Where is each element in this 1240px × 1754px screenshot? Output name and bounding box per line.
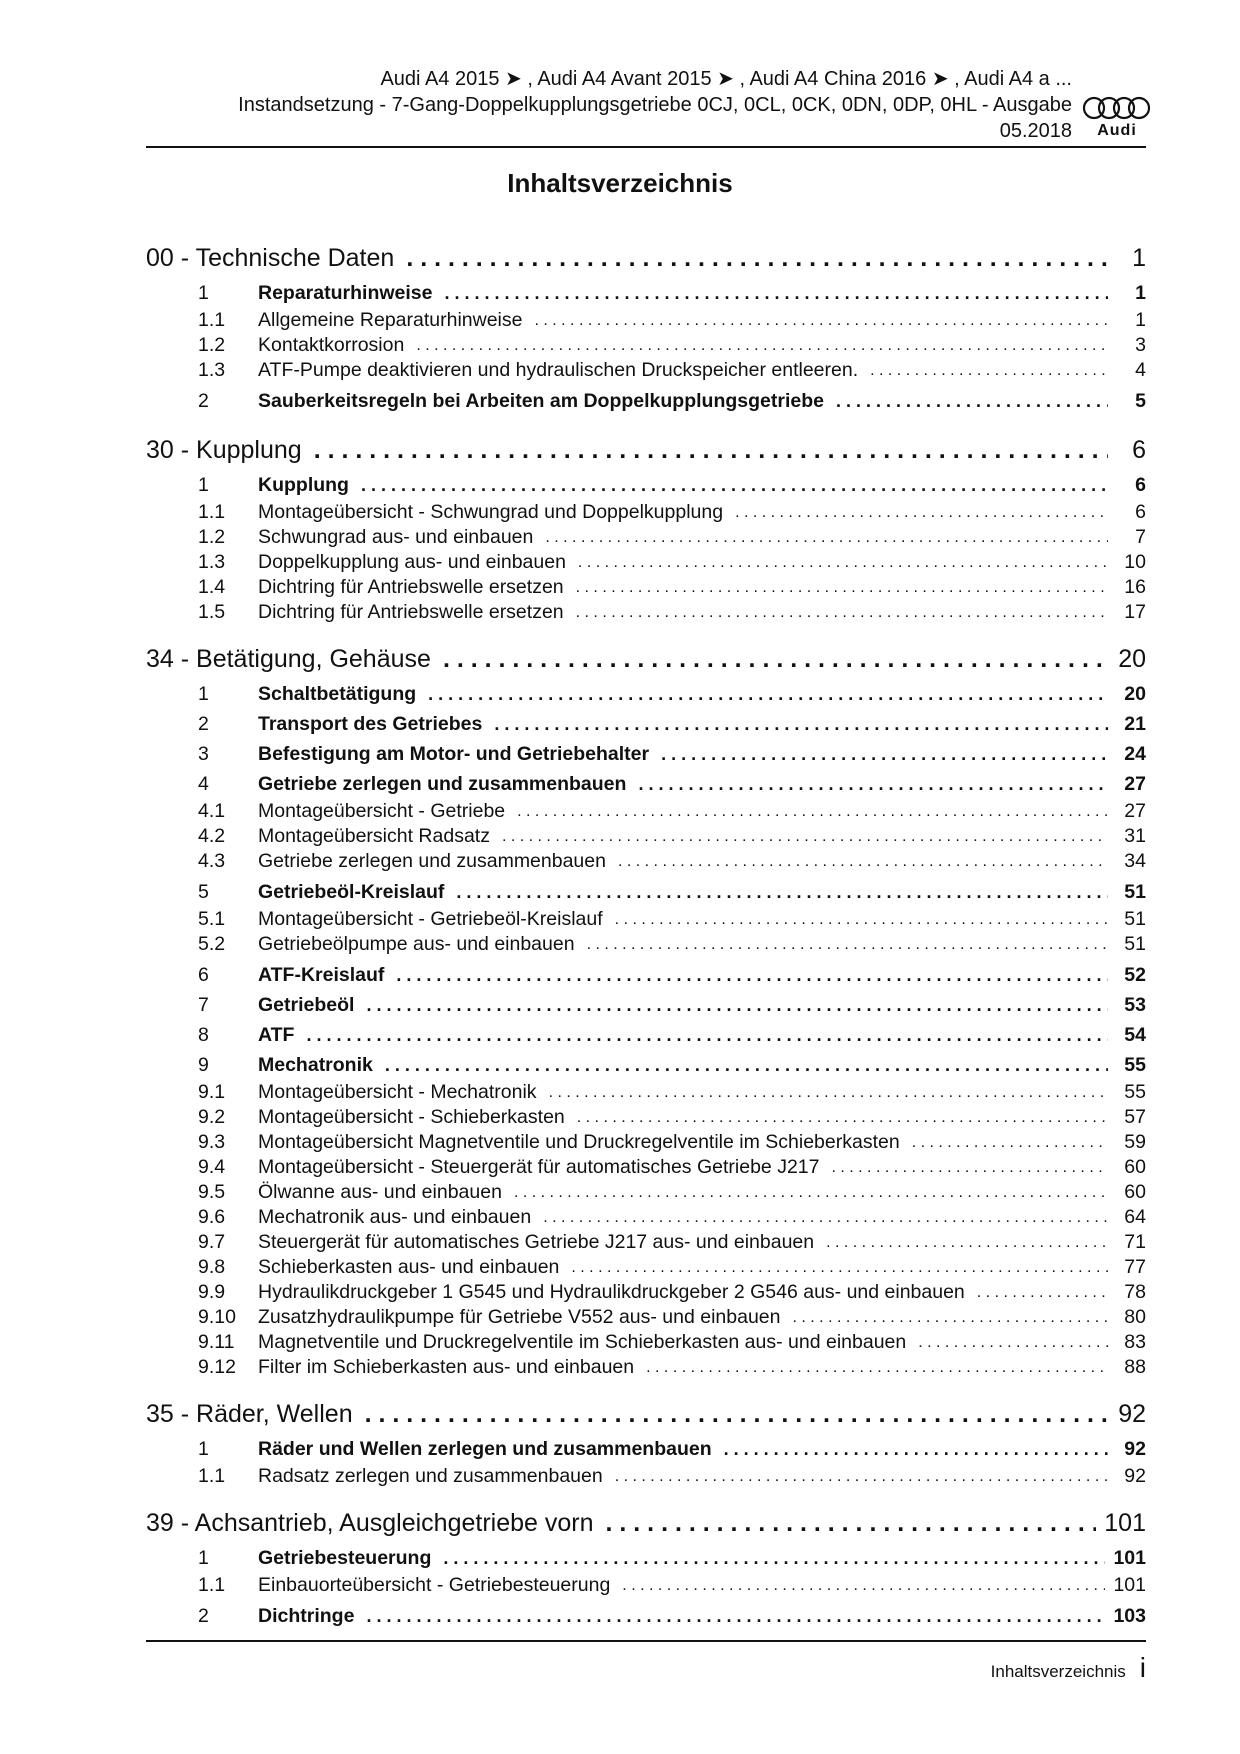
toc-page-number: 55 [1124,1081,1146,1103]
toc-entry-number: 2 [198,712,209,735]
toc-page-number: 20 [1118,644,1146,673]
toc-leader-dots [646,1359,1108,1377]
toc-entry-title: Allgemeine Reparaturhinweise [258,309,523,331]
toc-entry-number: 7 [198,993,209,1016]
toc-leader-dots [361,475,1108,496]
toc-page-number: 88 [1124,1356,1146,1378]
toc-leader-dots [831,1159,1108,1177]
toc-subsection[interactable] [146,849,1146,874]
toc-leader-dots [545,529,1108,547]
toc-page-number: 101 [1104,1508,1146,1537]
toc-entry-number: 00 - Technische Daten [146,243,395,272]
toc-leader-dots [517,803,1108,821]
toc-subsection[interactable] [146,1280,1146,1305]
toc-entry-title: Getriebesteuerung [258,1546,432,1569]
toc-entry-title: Filter im Schieberkasten aus- und einbauen [258,1356,635,1378]
toc-entry-title: Montageübersicht - Getriebe [258,800,506,822]
toc-page-number: 59 [1124,1131,1146,1153]
page-title: Inhaltsverzeichnis [507,168,733,198]
toc-entry-title: Radsatz zerlegen und zusammenbauen [258,1465,603,1487]
toc-subsection[interactable] [146,500,1146,525]
toc-page-number: 60 [1124,1156,1146,1178]
toc-subsection[interactable] [146,1105,1146,1130]
toc-section[interactable] [146,960,1146,990]
toc-subsection[interactable] [146,600,1146,625]
toc-leader-dots [428,684,1108,705]
toc-leader-dots [534,312,1108,330]
toc-entry-title: Mechatronik [258,1053,373,1076]
toc-entry-number: 35 - Räder, Wellen [146,1399,353,1428]
toc-subsection[interactable] [146,1155,1146,1180]
toc-section[interactable] [146,1601,1146,1631]
toc-page-number: 21 [1124,712,1146,735]
toc-entry-title: Getriebe zerlegen und zusammenbauen [258,850,606,872]
toc-subsection[interactable] [146,907,1146,932]
toc-subsection[interactable] [146,1080,1146,1105]
toc-entry-number: 9.11 [198,1331,235,1353]
toc-leader-dots [306,1025,1108,1046]
toc-entry-number: 1.5 [198,601,226,623]
document-header [146,66,1072,144]
toc-entry-title: Transport des Getriebes [258,712,483,735]
toc-entry-title: Getriebeöl-Kreislauf [258,880,445,903]
toc-entry-title: Schaltbetätigung [258,682,417,705]
table-of-contents [146,238,1146,1631]
toc-leader-dots [576,579,1108,597]
toc-entry-number: 1.1 [198,309,226,331]
toc-entry-title: Dichtring für Antriebswelle ersetzen [258,576,564,598]
logo-wordmark: Audi [1097,122,1137,139]
toc-page-number: 71 [1124,1231,1146,1253]
toc-page-number: 52 [1124,963,1146,986]
toc-subsection[interactable] [146,1205,1146,1230]
toc-page-number: 101 [1113,1574,1146,1596]
toc-entry-title: Schieberkasten aus- und einbauen [258,1256,560,1278]
toc-entry-title: Montageübersicht - Schwungrad und Doppelkupplung [258,501,724,523]
toc-section[interactable] [146,386,1146,416]
toc-leader-dots [577,1109,1108,1127]
toc-section[interactable] [146,769,1146,799]
toc-page-number: 101 [1113,1546,1146,1569]
toc-leader-dots [406,244,1108,273]
toc-leader-dots [456,882,1108,903]
toc-entry-number: 4.3 [198,850,226,872]
chapter-spacer [146,1489,1146,1503]
toc-entry-number: 5.1 [198,908,226,930]
toc-page-number: 83 [1124,1331,1146,1353]
toc-entry-number: 9 [198,1053,209,1076]
toc-entry-title: Montageübersicht Radsatz [258,825,490,847]
toc-page-number: 78 [1124,1281,1146,1303]
header-models: Audi A4 2015 ➤ , Audi A4 Avant 2015 ➤ , Audi A4 China 2016 ➤ , Audi A4 a ... [380,68,1072,90]
toc-entry-number: 9.1 [198,1081,226,1103]
toc-entry-title: Getriebeölpumpe aus- und einbauen [258,933,575,955]
toc-entry-title: ATF [258,1023,295,1046]
toc-subsection[interactable] [146,1573,1146,1598]
toc-chapter[interactable] [146,639,1146,679]
toc-entry-number: 1 [198,682,209,705]
toc-entry-title: Montageübersicht - Schieberkasten [258,1106,565,1128]
toc-entry-number: 4.2 [198,825,226,847]
toc-leader-dots [494,714,1108,735]
toc-subsection[interactable] [146,1255,1146,1280]
toc-section[interactable] [146,1050,1146,1080]
toc-entry-number: 39 - Achsantrieb, Ausgleichgetriebe vorn [146,1508,594,1537]
toc-leader-dots [615,1468,1108,1486]
toc-entry-number: 1.2 [198,334,226,356]
toc-section[interactable] [146,990,1146,1020]
toc-leader-dots [549,1084,1108,1102]
toc-chapter[interactable] [146,430,1146,470]
toc-section[interactable] [146,877,1146,907]
toc-leader-dots [366,1606,1105,1627]
header-divider [146,146,1146,148]
toc-leader-dots [443,1548,1105,1569]
page-footer [146,1652,1146,1684]
toc-section[interactable] [146,1020,1146,1050]
toc-entry-title: Montageübersicht - Steuergerät für automatisches Getriebe J217 [258,1156,820,1178]
toc-page-number: 55 [1124,1053,1146,1076]
toc-section[interactable] [146,278,1146,308]
toc-entry-number: 1.1 [198,501,226,523]
audi-rings-icon [1082,96,1152,120]
toc-entry-number: 1.1 [198,1465,226,1487]
toc-page-number: 31 [1124,825,1146,847]
toc-subsection[interactable] [146,1464,1146,1489]
toc-page-number: 1 [1135,309,1146,331]
toc-entry-number: 9.5 [198,1181,226,1203]
toc-entry-title: Steuergerät für automatisches Getriebe J217 aus- und einbauen [258,1231,815,1253]
toc-leader-dots [587,936,1108,954]
header-edition: 05.2018 [999,120,1072,142]
toc-chapter[interactable] [146,1394,1146,1434]
toc-page-number: 1 [1132,243,1146,272]
toc-entry-title: Dichtringe [258,1604,355,1627]
toc-page-number: 57 [1124,1106,1146,1128]
toc-entry-title: Schwungrad aus- und einbauen [258,526,534,548]
toc-subsection[interactable] [146,1230,1146,1255]
toc-leader-dots [615,911,1108,929]
toc-section[interactable] [146,470,1146,500]
toc-entry-number: 1.2 [198,526,226,548]
toc-leader-dots [977,1284,1108,1302]
toc-page-number: 54 [1124,1023,1146,1046]
toc-subsection[interactable] [146,333,1146,358]
toc-entry-number: 6 [198,963,209,986]
toc-leader-dots [578,554,1108,572]
toc-page-number: 7 [1135,526,1146,548]
toc-page-number: 34 [1124,850,1146,872]
toc-entry-number: 9.6 [198,1206,226,1228]
toc-leader-dots [793,1309,1109,1327]
toc-subsection[interactable] [146,525,1146,550]
toc-page-number: 60 [1124,1181,1146,1203]
toc-entry-number: 1 [198,281,209,304]
toc-entry-number: 30 - Kupplung [146,435,302,464]
footer-label: Inhaltsverzeichnis [990,1662,1126,1681]
toc-entry-number: 1 [198,1437,209,1460]
toc-entry-title: Getriebe zerlegen und zusammenbauen [258,772,627,795]
toc-subsection[interactable] [146,824,1146,849]
toc-entry-title: Magnetventile und Druckregelventile im Schieberkasten aus- und einbauen [258,1331,907,1353]
toc-page-number: 92 [1118,1399,1146,1428]
toc-page-number: 92 [1124,1437,1146,1460]
toc-entry-number: 9.4 [198,1156,226,1178]
toc-entry-title: Montageübersicht Magnetventile und Druckregelventile im Schieberkasten [258,1131,900,1153]
toc-leader-dots [826,1234,1108,1252]
toc-subsection[interactable] [146,1130,1146,1155]
toc-leader-dots [735,504,1108,522]
toc-page-number: 103 [1113,1604,1146,1627]
chapter-spacer [146,625,1146,639]
toc-entry-number: 9.8 [198,1256,226,1278]
toc-page-number: 1 [1135,281,1146,304]
toc-entry-number: 1.4 [198,576,226,598]
toc-leader-dots [543,1209,1108,1227]
toc-chapter[interactable] [146,238,1146,278]
toc-entry-number: 1.3 [198,551,226,573]
toc-leader-dots [416,337,1108,355]
toc-subsection[interactable] [146,358,1146,383]
toc-entry-title: Hydraulikdruckgeber 1 G545 und Hydraulikdruckgeber 2 G546 aus- und einbauen [258,1281,965,1303]
toc-entry-number: 9.9 [198,1281,226,1303]
toc-entry-title: ATF-Pumpe deaktivieren und hydraulischen Druckspeicher entleeren. [258,359,859,381]
toc-entry-title: Zusatzhydraulikpumpe für Getriebe V552 aus- und einbauen [258,1306,781,1328]
toc-page-number: 77 [1124,1256,1146,1278]
toc-page-number: 24 [1124,742,1146,765]
toc-page-number: 51 [1124,880,1146,903]
toc-leader-dots [502,828,1108,846]
toc-entry-title: Mechatronik aus- und einbauen [258,1206,532,1228]
toc-leader-dots [576,604,1108,622]
toc-subsection[interactable] [146,1330,1146,1355]
toc-leader-dots [366,995,1108,1016]
toc-leader-dots [622,1577,1105,1595]
toc-page-number: 6 [1135,473,1146,496]
toc-entry-title: ATF-Kreislauf [258,963,385,986]
toc-entry-title: Räder und Wellen zerlegen und zusammenbauen [258,1437,712,1460]
toc-page-number: 17 [1124,601,1146,623]
toc-entry-number: 1 [198,473,209,496]
toc-leader-dots [385,1055,1108,1076]
toc-leader-dots [918,1334,1108,1352]
toc-entry-number: 9.3 [198,1131,226,1153]
toc-section[interactable] [146,1543,1146,1573]
toc-entry-title: Ölwanne aus- und einbauen [258,1181,502,1203]
toc-leader-dots [912,1134,1108,1152]
toc-subsection[interactable] [146,1355,1146,1380]
toc-leader-dots [724,1439,1108,1460]
toc-subsection[interactable] [146,932,1146,957]
toc-subsection[interactable] [146,799,1146,824]
toc-subsection[interactable] [146,1305,1146,1330]
toc-leader-dots [514,1184,1108,1202]
toc-entry-number: 9.10 [198,1306,236,1328]
toc-page-number: 51 [1124,908,1146,930]
toc-entry-number: 1.1 [198,1574,226,1596]
toc-entry-number: 1.3 [198,359,226,381]
toc-subsection[interactable] [146,550,1146,575]
toc-entry-number: 4 [198,772,209,795]
toc-entry-number: 5.2 [198,933,226,955]
toc-entry-number: 9.7 [198,1231,226,1253]
toc-page-number: 5 [1135,389,1146,412]
audi-logo [1082,96,1152,146]
toc-page-number: 20 [1124,682,1146,705]
toc-leader-dots [618,853,1108,871]
toc-chapter[interactable] [146,1503,1146,1543]
toc-entry-number: 9.12 [198,1356,236,1378]
toc-entry-title: Montageübersicht - Mechatronik [258,1081,537,1103]
toc-subsection[interactable] [146,308,1146,333]
toc-entry-title: Montageübersicht - Getriebeöl-Kreislauf [258,908,603,930]
toc-section[interactable] [146,1434,1146,1464]
toc-section[interactable] [146,679,1146,709]
toc-leader-dots [870,362,1108,380]
toc-entry-number: 4.1 [198,800,226,822]
footer-divider [146,1640,1146,1642]
toc-leader-dots [606,1509,1097,1538]
toc-entry-number: 1 [198,1546,209,1569]
toc-entry-title: Dichtring für Antriebswelle ersetzen [258,601,564,623]
toc-page-number: 10 [1124,551,1146,573]
toc-page-number: 4 [1135,359,1146,381]
toc-leader-dots [396,965,1108,986]
toc-page-number: 6 [1135,501,1146,523]
chapter-spacer [146,416,1146,430]
toc-entry-number: 34 - Betätigung, Gehäuse [146,644,431,673]
toc-entry-number: 5 [198,880,209,903]
toc-entry-title: Befestigung am Motor- und Getriebehalter [258,742,650,765]
toc-leader-dots [314,436,1108,465]
toc-leader-dots [571,1259,1108,1277]
header-subject: Instandsetzung - 7-Gang-Doppelkupplungsgetriebe 0CJ, 0CL, 0CK, 0DN, 0DP, 0HL - Ausgabe [238,94,1072,116]
toc-entry-title: Kupplung [258,473,349,496]
toc-leader-dots [836,391,1108,412]
toc-page-number: 16 [1124,576,1146,598]
toc-entry-number: 9.2 [198,1106,226,1128]
toc-entry-number: 2 [198,1604,209,1627]
toc-page-number: 53 [1124,993,1146,1016]
toc-page-number: 51 [1124,933,1146,955]
toc-page-number: 92 [1124,1465,1146,1487]
toc-leader-dots [661,744,1108,765]
toc-page-number: 64 [1124,1206,1146,1228]
toc-page-number: 27 [1124,772,1146,795]
toc-subsection[interactable] [146,575,1146,600]
toc-entry-title: Getriebeöl [258,993,355,1016]
toc-page-number: 80 [1124,1306,1146,1328]
toc-entry-number: 2 [198,389,209,412]
toc-section[interactable] [146,709,1146,739]
toc-leader-dots [443,645,1108,674]
toc-entry-title: Sauberkeitsregeln bei Arbeiten am Doppelkupplungsgetriebe [258,389,824,412]
toc-leader-dots [365,1400,1108,1429]
chapter-spacer [146,1380,1146,1394]
toc-page-number: 6 [1132,435,1146,464]
toc-leader-dots [638,774,1108,795]
footer-page-number: i [1139,1652,1146,1683]
toc-entry-title: Reparaturhinweise [258,281,433,304]
toc-leader-dots [444,283,1108,304]
toc-subsection[interactable] [146,1180,1146,1205]
toc-entry-number: 3 [198,742,209,765]
toc-entry-number: 8 [198,1023,209,1046]
toc-section[interactable] [146,739,1146,769]
toc-entry-title: Einbauorteübersicht - Getriebesteuerung [258,1574,611,1596]
toc-page-number: 27 [1124,800,1146,822]
toc-entry-title: Doppelkupplung aus- und einbauen [258,551,566,573]
toc-page-number: 3 [1135,334,1146,356]
toc-entry-title: Kontaktkorrosion [258,334,405,356]
